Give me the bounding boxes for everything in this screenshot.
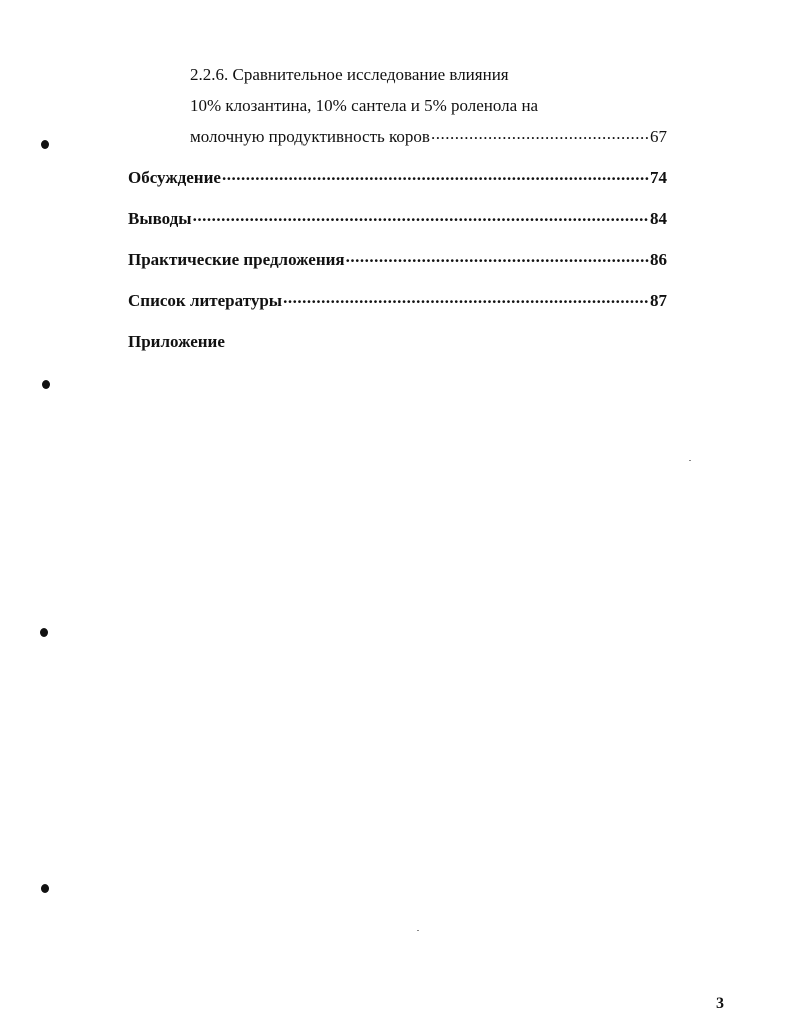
toc-entry-page-number: 87 xyxy=(650,291,667,310)
toc-entry-page-number: 86 xyxy=(650,250,667,269)
toc-subsection-line-2: 10% клозантина, 10% сантела и 5% роленола на xyxy=(190,96,539,115)
toc-entry-title: Выводы xyxy=(128,209,192,228)
toc-entry-discussion xyxy=(128,167,667,189)
toc-subsection-line-3 xyxy=(190,126,667,148)
scan-speck xyxy=(417,930,419,931)
toc-entry-title: Обсуждение xyxy=(128,168,221,187)
toc-subsection-line-1: 2.2.6. Сравнительное исследование влияния xyxy=(190,65,509,84)
toc-entry-page-number: 84 xyxy=(650,209,667,228)
toc-entry-page-number: 74 xyxy=(650,168,667,187)
toc-entry-appendix: Приложение xyxy=(128,332,225,351)
toc-entry-practical-proposals xyxy=(128,249,667,271)
punch-hole-mark xyxy=(41,884,49,893)
toc-entry-title: Список литературы xyxy=(128,291,283,310)
punch-hole-mark xyxy=(42,380,50,389)
page-number: 3 xyxy=(716,995,724,1012)
dot-leader xyxy=(222,169,649,183)
dot-leader xyxy=(431,128,649,142)
toc-entry-conclusions xyxy=(128,208,667,230)
punch-hole-mark xyxy=(41,140,49,149)
toc-entry-references xyxy=(128,290,667,312)
toc-entry-title: Практические предложения xyxy=(128,250,345,269)
toc-subsection-title-tail: молочную продуктивность коров xyxy=(190,127,430,146)
dot-leader xyxy=(283,292,649,306)
scan-speck xyxy=(689,460,691,461)
dot-leader xyxy=(346,251,649,265)
dot-leader xyxy=(193,210,649,224)
toc-subsection-page-number: 67 xyxy=(650,127,667,146)
punch-hole-mark xyxy=(40,628,48,637)
